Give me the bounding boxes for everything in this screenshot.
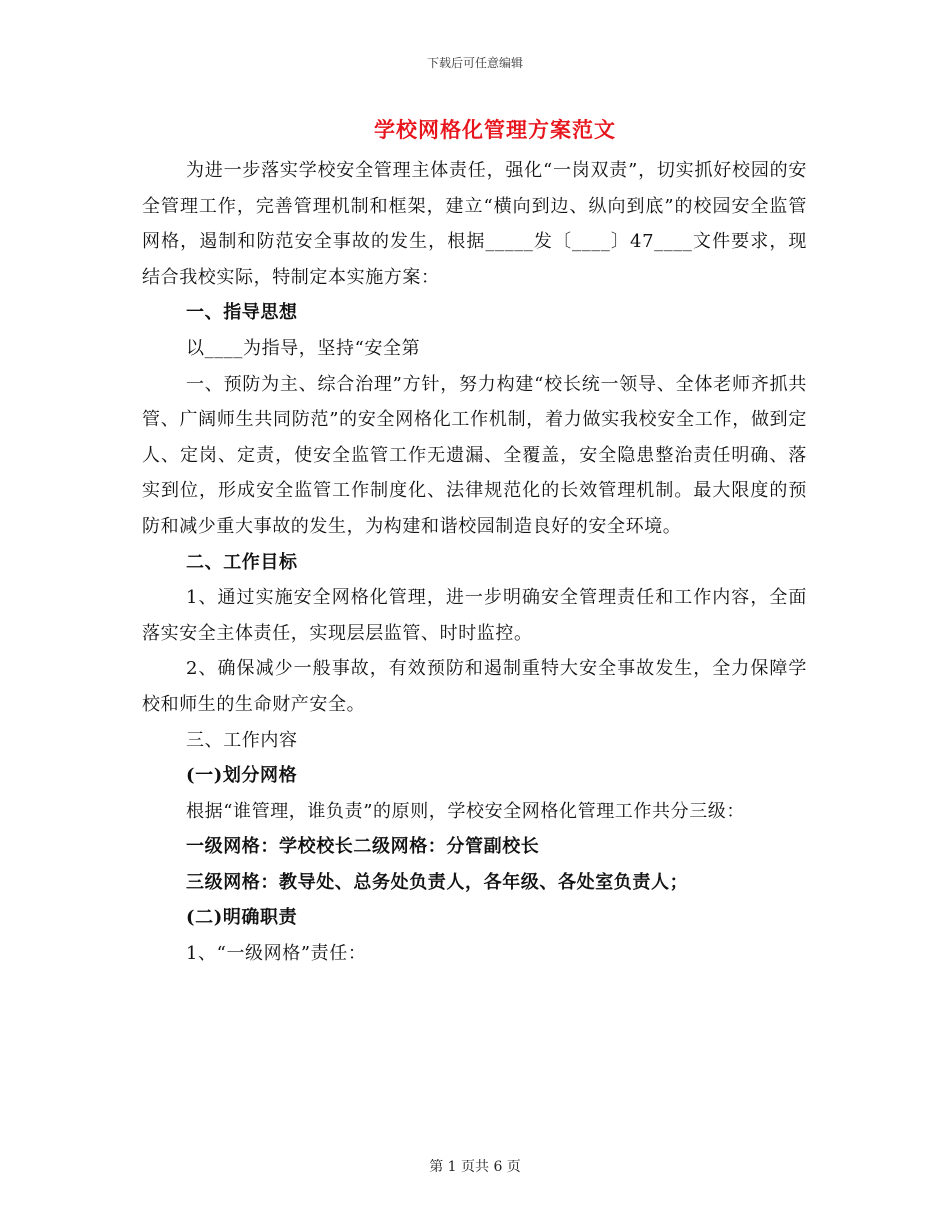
guiding-thought-line: 以____为指导，坚持“安全第 [186,337,421,359]
first-grid-duty-line: 1、“一级网格”责任： [186,943,367,965]
document-body [142,153,807,972]
subheading-clarify-duties: (二)明确职责 [186,907,298,929]
document-title: 学校网格化管理方案范文 [374,117,616,142]
subheading-grid-division: (一)划分网格 [186,765,298,787]
grid-level-1-2: 一级网格：学校校长二级网格：分管副校长 [186,836,540,858]
section-heading-work-content: 三、工作内容 [186,729,298,751]
header-note: 下载后可任意编辑 [426,56,523,70]
intro-paragraph: 为进一步落实学校安全管理主体责任，强化“一岗双责”，切实抓好校园的安全管理工作，完善管理机制和框架，建立“横向到边、纵向到底”的校园安全监管网格，遏制和防范安全事故的发生，根据_____发〔____〕47____文件要求，现结合我校实际，特制定本实施方案： [142,160,807,288]
work-goal-2: 2、确保减少一般事故，有效预防和遏制重特大安全事故发生，全力保障学校和师生的生命财产安全。 [142,658,807,715]
grid-level-3: 三级网格：教导处、总务处负责人，各年级、各处室负责人； [186,871,689,893]
grid-division-paragraph: 根据“谁管理，谁负责”的原则，学校安全网格化管理工作共分三级： [186,800,746,822]
section-heading-work-goals: 二、工作目标 [186,551,298,573]
guiding-thought-paragraph: 一、预防为主、综合治理”方针，努力构建“校长统一领导、全体老师齐抓共管、广阔师生共同防范”的安全网格化工作机制，着力做实我校安全工作，做到定人、定岗、定责，使安全监管工作无遗漏、全覆盖，安全隐患整治责任明确、落实到位，形成安全监管工作制度化、法律规范化的长效管理机制。最大限度的预防和减少重大事故的发生，为构建和谐校园制造良好的安全环境。 [142,373,807,537]
work-goal-1: 1、通过实施安全网格化管理，进一步明确安全管理责任和工作内容，全面落实安全主体责任，实现层层监管、时时监控。 [142,587,807,644]
section-heading-guiding-thought: 一、指导思想 [186,302,298,324]
page-footer: 第 1 页共 6 页 [429,1159,521,1175]
